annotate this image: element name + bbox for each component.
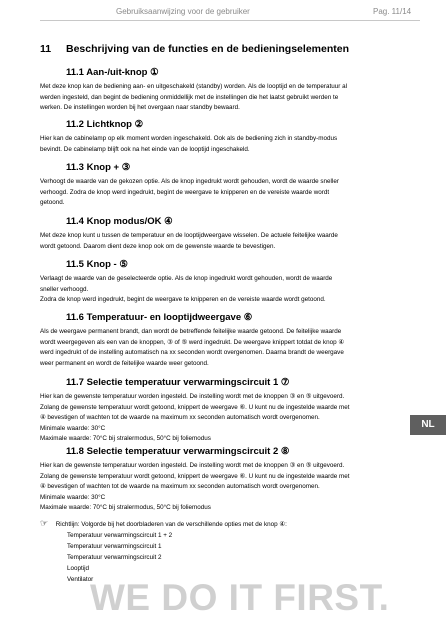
section-temperatuur-looptijdweergave [40,312,426,369]
section-line: Met deze knop kan de bediening aan- en uitgeschakeld (standby) worden. Als de looptijd en de temperatuur al [40,83,347,90]
page-header [0,7,446,19]
section-heading: 11.2 Lichtknop ② [66,119,144,130]
section-knop-min [40,259,426,306]
section-line: werken. De instellingen worden bij het overgaan naar standby bewaard. [40,104,240,111]
section-line: weer permanent en wordt de feitelijke waarde weer getoond. [40,359,209,367]
section-line: sneller verhoogd. [40,285,89,293]
section-line: ④ bevestigen of wachten tot de waarde na maximum xx seconden automatisch wordt overgenomen. [40,483,320,490]
section-line: wordt weergegeven als een van de knoppen, ③ of ⑤ werd ingedrukt. De weergave knippert totdat de knop ④ [40,338,344,346]
section-verwarmingscircuit-1 [40,377,426,445]
section-line: Als de weergave permanent brandt, dan wordt de betreffende feitelijke waarde getoond. De feitelijke waarde [40,328,342,335]
list-item: Temperatuur verwarmingscircuit 2 [67,554,162,561]
section-verwarmingscircuit-2 [40,446,426,514]
section-heading: 11.7 Selectie temperatuur verwarmingscircuit 1 ⑦ [66,377,290,388]
section-line: getoond. [40,199,65,206]
language-tab: NL [410,415,446,435]
guideline-note [40,518,420,585]
section-heading: 11.8 Selectie temperatuur verwarmingscircuit 2 ⑧ [66,446,290,457]
section-line: wordt getoond. Daarom dient deze knop ook om de gewenste waarde te bevestigen. [40,242,276,250]
section-line: Verhoogt de waarde van de gekozen optie. Als de knop ingedrukt wordt gehouden, wordt de waarde sneller [40,178,339,185]
guideline-text-row [40,518,420,530]
section-line: ④ bevestigen of wachten tot de waarde na maximum xx seconden automatisch wordt overgenomen. [40,414,320,421]
section-knop-plus [40,162,426,209]
section-knop-modus-ok [40,216,426,252]
max-value: Maximale waarde: 70°C bij stralermodus, 50°C bij foliemodus [40,504,211,511]
section-line: Met deze knop kunt u tussen de temperatuur en de looptijdweergave wisselen. De actuele feitelijke waarde [40,232,338,239]
section-line: verhoogd. Zodra de knop werd ingedrukt, begint de weergave te knipperen en de vereiste waarde wordt [40,188,330,196]
section-line: Zodra de knop werd ingedrukt, begint de weergave te knipperen en de vereiste waarde wordt getoond. [40,296,326,303]
chapter-title: Beschrijving van de functies en de bedieningselementen [66,43,349,55]
chapter-heading [40,43,349,55]
section-line: Zolang de gewenste temperatuur wordt getoond, knippert de weergave ⑥. U kunt nu de ingestelde waarde met [40,472,350,480]
document-title: Gebruiksaanwijzing voor de gebruiker [116,7,250,16]
section-line: Verlaagt de waarde van de geselecteerde optie. Als de knop ingedrukt wordt gehouden, wordt de waarde [40,275,333,282]
section-line: Zolang de gewenste temperatuur wordt getoond, knippert de weergave ⑥. U kunt nu de ingestelde waarde met [40,403,350,411]
section-heading: 11.3 Knop + ③ [66,162,131,173]
page-number: Pag. 11/14 [373,7,412,16]
section-line: bevindt. De cabinelamp blijft ook na het einde van de looptijd ingeschakeld. [40,145,250,153]
section-heading: 11.6 Temperatuur- en looptijdweergave ⑥ [66,312,253,323]
guideline-text: Richtlijn: Volgorde bij het doorbladeren van de verschillende opties met de knop ④: [55,521,287,528]
min-value: Minimale waarde: 30°C [40,424,106,432]
section-line: Hier kan de cabinelamp op elk moment worden ingeschakeld. Ook als de bediening zich in standby-modus [40,135,338,142]
max-value: Maximale waarde: 70°C bij stralermodus, 50°C bij foliemodus [40,435,211,442]
list-item: Looptijd [67,565,90,572]
section-line: Hier kan de gewenste temperatuur worden ingesteld. De instelling wordt met de knoppen ③ en ⑤ uitgevoerd. [40,462,345,469]
list-item: Temperatuur verwarmingscircuit 1 + 2 [67,532,173,539]
section-line: Hier kan de gewenste temperatuur worden ingesteld. De instelling wordt met de knoppen ③ en ⑤ uitgevoerd. [40,393,345,400]
min-value: Minimale waarde: 30°C [40,493,106,501]
pointing-hand-icon: ☞ [40,518,49,528]
list-item: Ventilator [67,576,94,583]
chapter-number: 11 [40,43,52,55]
list-item: Temperatuur verwarmingscircuit 1 [67,543,162,550]
section-heading: 11.1 Aan-/uit-knop ① [66,67,159,78]
header-divider [40,20,420,21]
section-line: werden ingesteld, dan begint de bediening onmiddellijk met de instellingen die het laatst gebruikt werden te [40,93,339,101]
section-heading: 11.5 Knop - ⑤ [66,259,128,270]
brand-slogan: WE DO IT FIRST. [90,577,390,618]
section-lichtknop [40,119,426,155]
section-heading: 11.4 Knop modus/OK ④ [66,216,173,227]
section-aan-uit-knop [40,67,426,114]
section-line: werd ingedrukt of de instelling automatisch na xx seconden wordt overgenomen. Daarna brandt de weergave [40,349,344,356]
